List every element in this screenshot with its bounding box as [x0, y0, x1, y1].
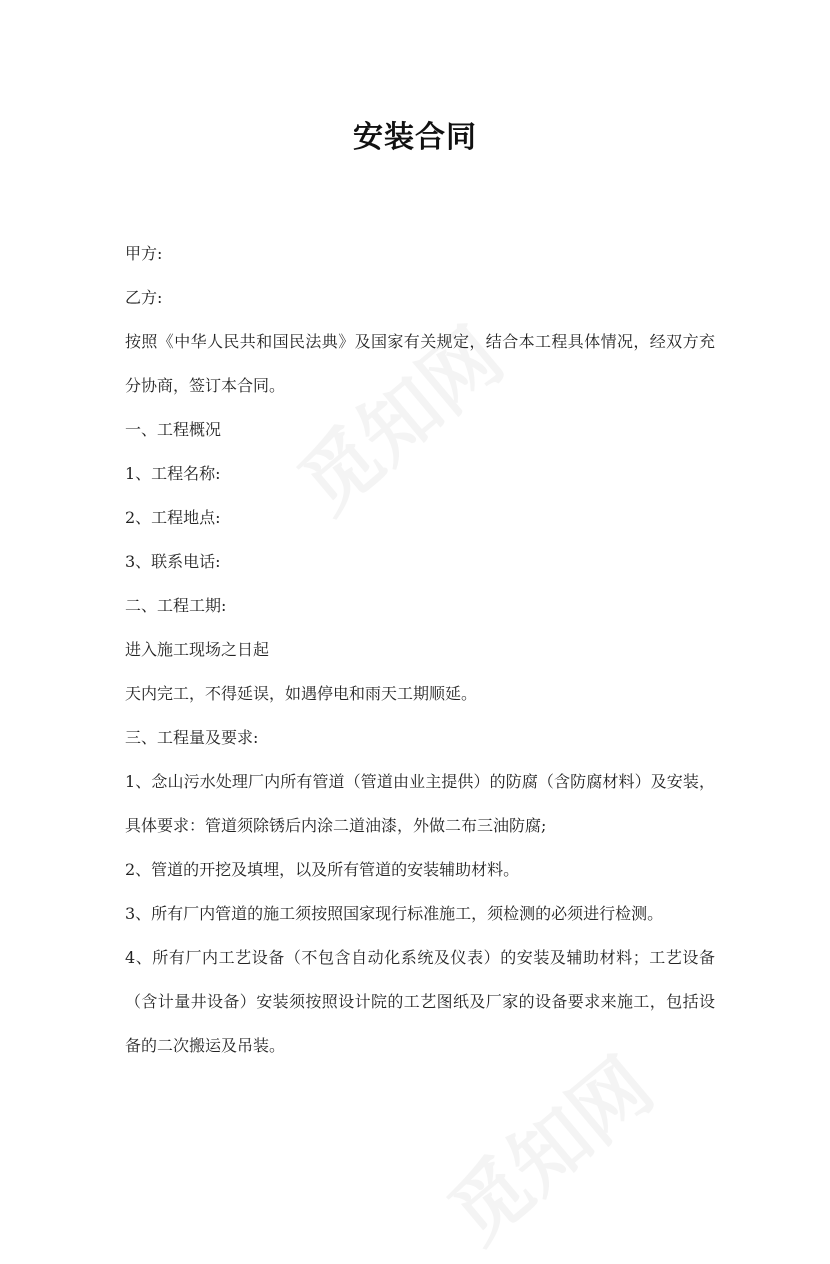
- contact-phone-line: 3、联系电话:: [125, 552, 221, 571]
- project-location-line: 2、工程地点:: [125, 508, 221, 527]
- party-b-line: 乙方:: [125, 288, 163, 307]
- project-name-line: 1、工程名称:: [125, 464, 221, 483]
- scope-item-2: 2、管道的开挖及填埋，以及所有管道的安装辅助材料。: [125, 860, 520, 879]
- document-body: [125, 232, 715, 1068]
- section-heading-schedule: 二、工程工期:: [125, 596, 227, 615]
- scope-item-1: 1、念山污水处理厂内所有管道（管道由业主提供）的防腐（含防腐材料）及安装，具体要求：管道须除锈后内涂二道油漆，外做二布三油防腐;: [125, 772, 715, 835]
- document-title: 安装合同: [353, 120, 477, 155]
- scope-item-3: 3、所有厂内管道的施工须按照国家现行标准施工，须检测的必须进行检测。: [125, 904, 664, 923]
- section-heading-scope: 三、工程量及要求:: [125, 728, 259, 747]
- scope-item-4: 4、所有厂内工艺设备（不包含自动化系统及仪表）的安装及辅助材料；工艺设备（含计量井设备）安装须按照设计院的工艺图纸及厂家的设备要求来施工，包括设备的二次搬运及吊装。: [125, 948, 715, 1055]
- schedule-completion-line: 天内完工，不得延误，如遇停电和雨天工期顺延。: [125, 684, 478, 703]
- schedule-start-line: 进入施工现场之日起: [125, 640, 270, 659]
- party-a-line: 甲方:: [125, 244, 163, 263]
- preamble-paragraph: 按照《中华人民共和国民法典》及国家有关规定，结合本工程具体情况，经双方充分协商，签订本合同。: [125, 332, 715, 395]
- section-heading-overview: 一、工程概况: [125, 420, 222, 439]
